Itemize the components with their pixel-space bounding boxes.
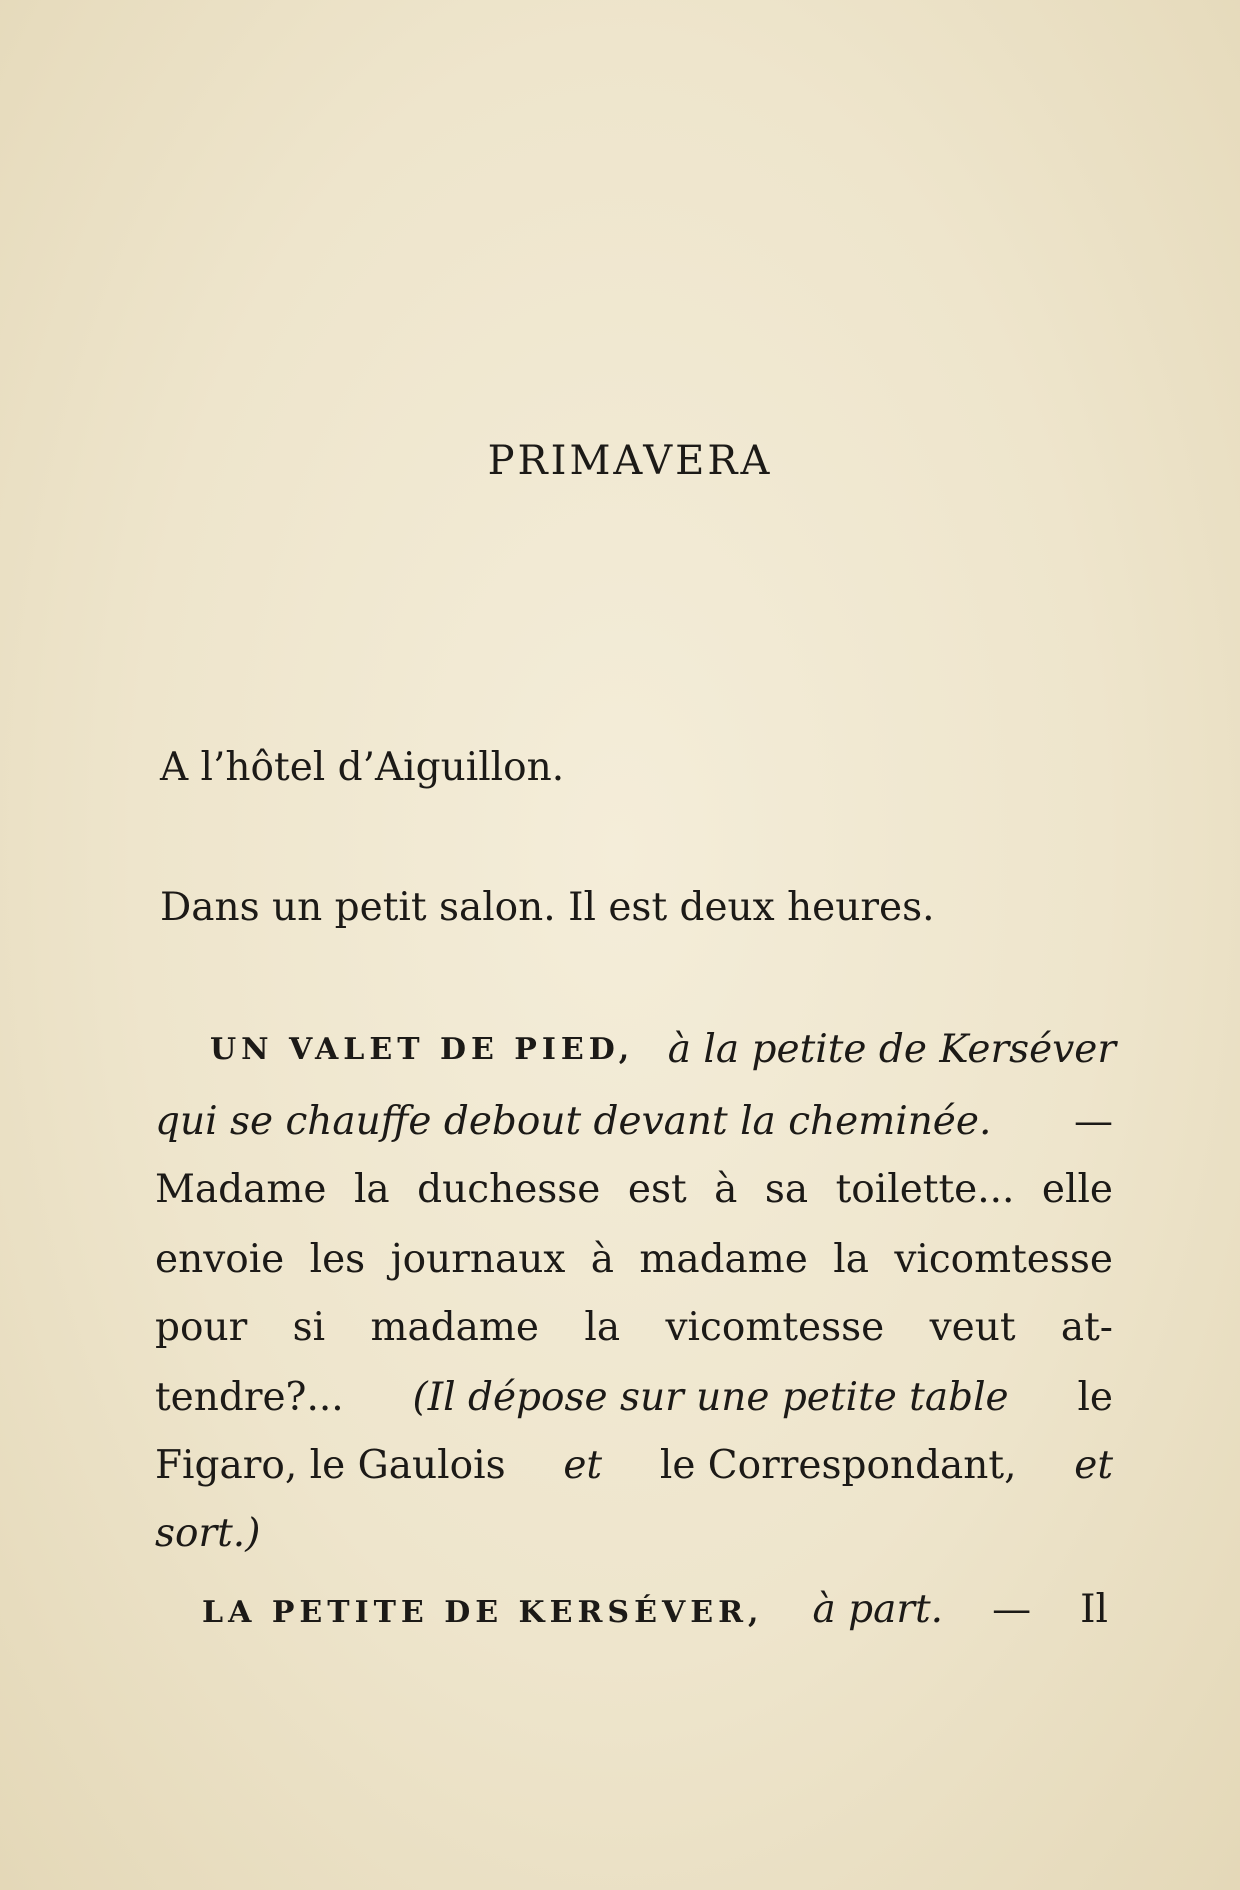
stage-direction: et (1074, 1443, 1113, 1488)
em-dash: — (1074, 1099, 1113, 1144)
speaker-valet: UN VALET DE PIED, (210, 1032, 635, 1067)
speech2-line-1 (202, 1587, 1108, 1632)
speech1-line-5: pour si madame la vicomtesse veut at- (155, 1305, 1113, 1350)
page-title: PRIMAVERA (487, 438, 773, 484)
em-dash: — (992, 1587, 1032, 1632)
stage-direction: qui se chauffe debout devant la cheminée. (155, 1099, 992, 1144)
text-fragment: Il (1080, 1587, 1108, 1632)
stage-direction: et (563, 1443, 603, 1488)
text-fragment: Figaro, le Gaulois (155, 1443, 506, 1488)
speech1-line-1 (210, 1027, 1116, 1072)
stage-direction: à la petite de Kerséver (667, 1027, 1116, 1072)
text-fragment: le (1077, 1375, 1113, 1420)
stage-direction: à part. (812, 1587, 944, 1632)
setting-place: A l’hôtel d’Aiguillon. (160, 745, 565, 790)
text-fragment: tendre?... (155, 1375, 344, 1420)
speech1-line-6 (155, 1375, 1113, 1420)
speech1-line-3: Madame la duchesse est à sa toilette... elle (155, 1167, 1113, 1212)
speech1-line-4: envoie les journaux à madame la vicomtesse (155, 1237, 1113, 1282)
text-fragment: le Correspondant, (659, 1443, 1017, 1488)
stage-direction: (Il dépose sur une petite table (412, 1375, 1009, 1420)
speech1-line-8: sort.) (155, 1511, 261, 1556)
setting-time: Dans un petit salon. Il est deux heures. (160, 885, 935, 930)
speech1-line-7 (155, 1443, 1113, 1488)
speech1-line-2 (155, 1099, 1113, 1144)
speaker-kersever: LA PETITE DE KERSÉVER, (202, 1595, 764, 1630)
